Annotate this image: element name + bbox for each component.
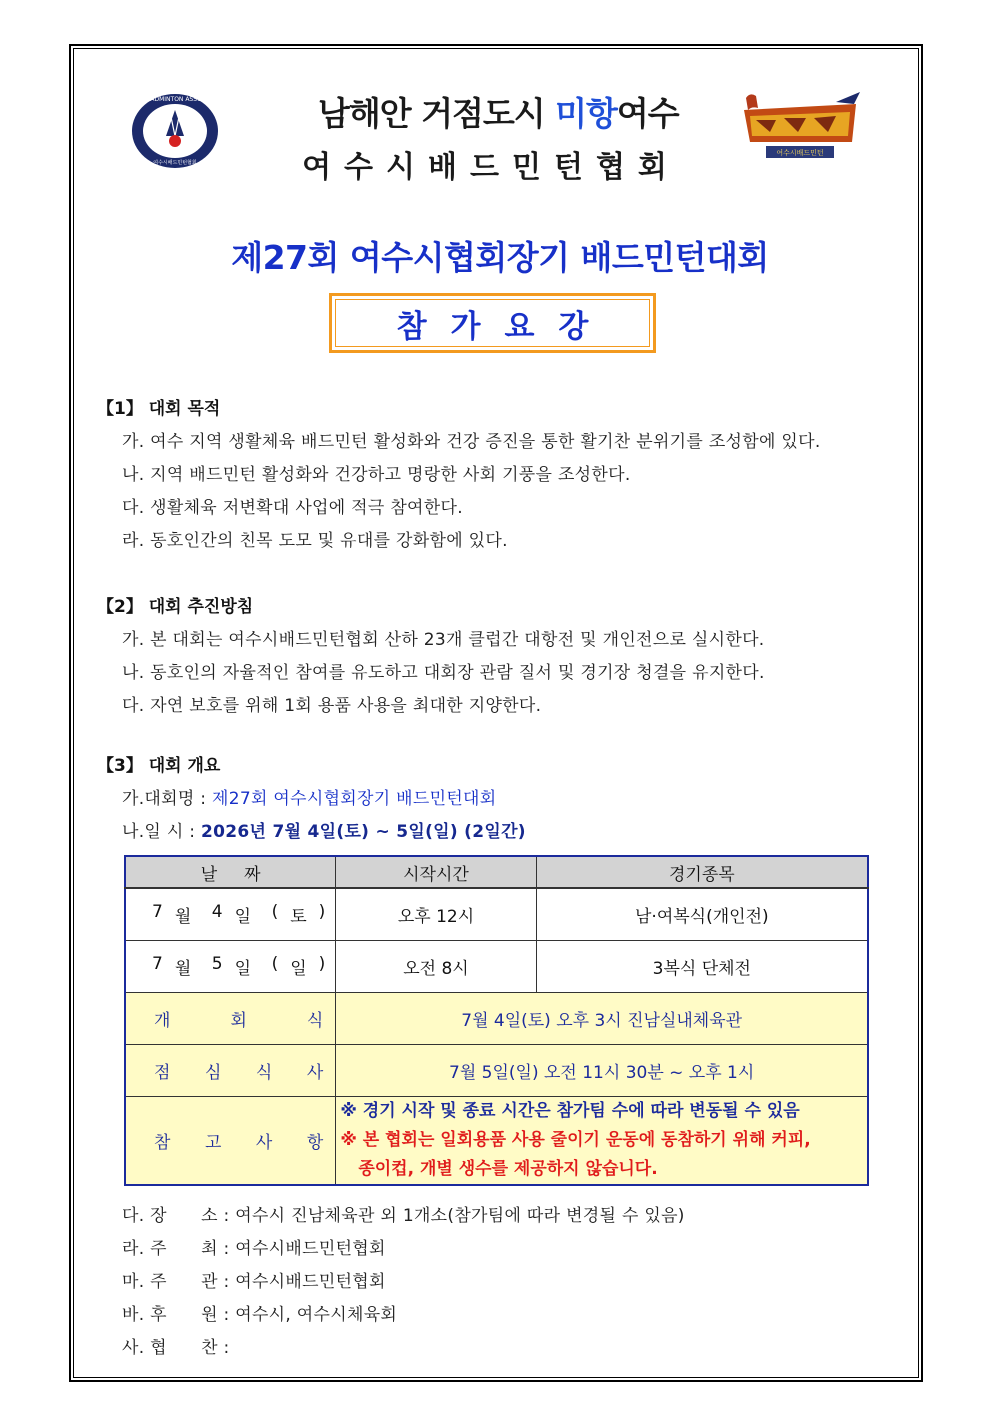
tournament-date-line [122, 817, 526, 842]
note-disposables: ※ 본 협회는 일회용품 사용 줄이기 운동에 동참하기 위해 커피, [340, 1130, 811, 1150]
tournament-name-label: 가.대회명 : [122, 789, 213, 809]
header-date: 날 짜 [125, 856, 336, 888]
section-1-heading: 【1】 대회 목적 [97, 399, 221, 419]
tournament-name-value: 제27회 여수시협회장기 배드민턴대회 [212, 789, 497, 809]
tournament-title: 제27회 여수시협회장기 배드민턴대회 [231, 238, 769, 277]
section-1-item: 가. 여수 지역 생활체육 배드민턴 활성화와 건강 증진을 통한 활기찬 분위기를 조성함에 있다. [122, 432, 821, 452]
section-2-heading: 【2】 대회 추진방침 [97, 597, 254, 617]
tournament-date-value: 2026년 7월 4일(토) ~ 5일(일) (2일간) [201, 822, 526, 842]
cosponsor-line: 사. 협 찬 : [122, 1338, 230, 1358]
city-slogan [318, 88, 678, 132]
emblem-ring-subtext: 여수시배드민턴협회 [153, 160, 197, 166]
organization-name: 여수시배드민턴협회 [302, 150, 680, 185]
row-date: 7 월 5 일 ( 일 ) [125, 941, 336, 993]
organizer-line: 마. 주 관 : 여수시배드민턴협회 [122, 1272, 386, 1292]
header-event: 경기종목 [536, 856, 868, 888]
emblem-banner-text: 여수시배드민턴 [776, 149, 824, 157]
section-2-item: 가. 본 대회는 여수시배드민턴협회 산하 23개 클럽간 대항전 및 개인전으로 실시한다. [122, 630, 765, 650]
section-3-heading: 【3】 대회 개요 [97, 756, 221, 776]
slogan-part-1: 남해안 거점도시 [318, 94, 545, 133]
opening-ceremony-value: 7월 4일(토) 오후 3시 진남실내체육관 [336, 993, 868, 1045]
host-line: 라. 주 최 : 여수시배드민턴협회 [122, 1239, 386, 1259]
venue-line: 다. 장 소 : 여수시 진남체육관 외 1개소(참가팀에 따라 변경될 수 있음) [122, 1206, 685, 1226]
section-2-item: 나. 동호인의 자율적인 참여를 유도하고 대회장 관람 질서 및 경기장 청결을 유지한다. [122, 663, 765, 683]
table-header-row [125, 856, 868, 888]
tournament-date-label: 나.일 시 : [122, 822, 202, 842]
row-event: 남·여복식(개인전) [536, 888, 868, 941]
table-row [125, 888, 868, 941]
table-row [125, 941, 868, 993]
subtitle-text: 참가요강 [396, 308, 613, 345]
section-1-item: 나. 지역 배드민턴 활성화와 건강하고 명랑한 사회 기풍을 조성한다. [122, 465, 631, 485]
section-1-item: 다. 생활체육 저변확대 사업에 적극 참여한다. [122, 498, 463, 518]
notes-label: 참 고 사 항 [125, 1097, 336, 1186]
tournament-name-line [122, 784, 497, 809]
note-disposables-cont: 종이컵, 개별 생수를 제공하지 않습니다. [358, 1159, 658, 1179]
sponsor-line: 바. 후 원 : 여수시, 여수시체육회 [122, 1305, 398, 1325]
slogan-part-3: 여수 [616, 94, 679, 133]
note-time-change: ※ 경기 시작 및 종료 시간은 참가팀 수에 따라 변동될 수 있음 [340, 1101, 800, 1121]
lunch-label: 점 심 식 사 [125, 1045, 336, 1097]
section-1-item: 라. 동호인간의 친목 도모 및 유대를 강화함에 있다. [122, 531, 508, 551]
badminton-association-emblem [123, 92, 227, 170]
schedule-table [124, 855, 869, 1186]
emblem-ring-text: YEOSU BADMINTON ASSOCIATION [123, 96, 227, 103]
header-start-time: 시작시간 [336, 856, 536, 888]
subtitle-box [329, 293, 656, 353]
section-2-item: 다. 자연 보호를 위해 1회 용품 사용을 최대한 지양한다. [122, 696, 542, 716]
row-event: 3복식 단체전 [536, 941, 868, 993]
lunch-row [125, 1045, 868, 1097]
row-date: 7 월 4 일 ( 토 ) [125, 888, 336, 941]
opening-ceremony-row [125, 993, 868, 1045]
notes-row [125, 1097, 868, 1186]
slogan-part-2: 미항 [555, 94, 617, 133]
row-start-time: 오전 8시 [336, 941, 536, 993]
opening-ceremony-label: 개 회 식 [125, 993, 336, 1045]
turtle-ship-emblem [736, 90, 864, 172]
row-start-time: 오후 12시 [336, 888, 536, 941]
lunch-value: 7월 5일(일) 오전 11시 30분 ~ 오후 1시 [336, 1045, 868, 1097]
notes-content [336, 1097, 868, 1186]
